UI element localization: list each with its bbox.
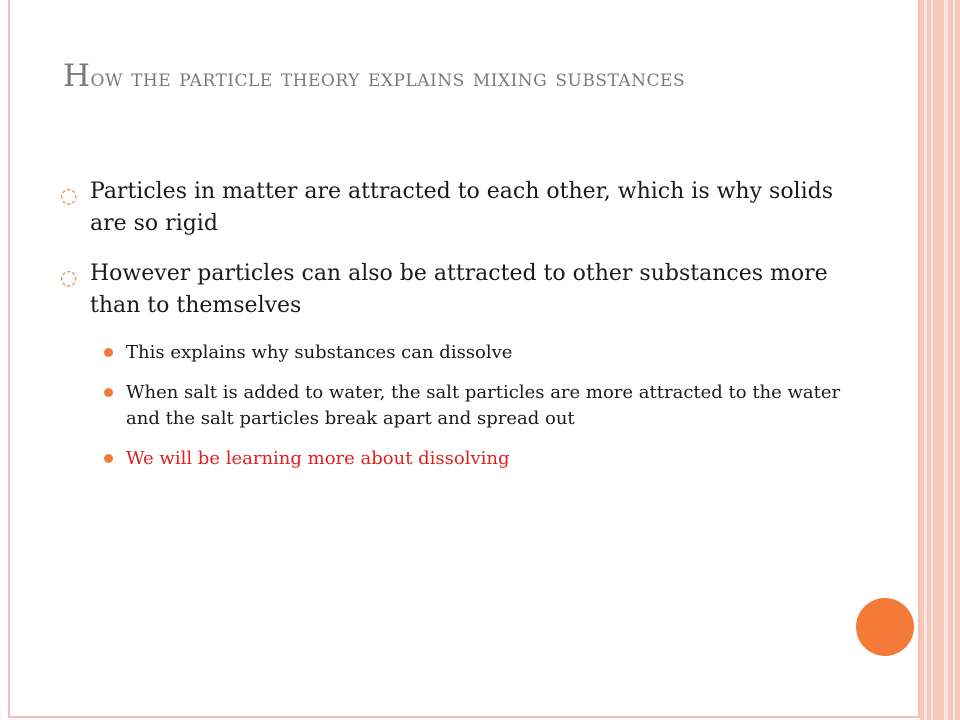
slide-content <box>60 176 860 486</box>
stripe <box>953 0 955 720</box>
sub-bullet-item <box>60 380 860 432</box>
bullet-text: Particles in matter are attracted to each other, which is why solids are so rigid <box>90 179 834 236</box>
sub-bullet-item <box>60 340 860 366</box>
sub-bullet-text: We will be learning more about dissolving <box>126 448 510 469</box>
sub-bullet-text: When salt is added to water, the salt particles are more attracted to the water and the salt particles break apart and spread out <box>126 382 841 429</box>
slide-title <box>63 52 883 102</box>
sub-bullet-dot-icon <box>104 454 113 463</box>
stripe <box>931 0 933 720</box>
bullet-item <box>60 176 860 240</box>
sub-bullet-dot-icon <box>104 388 113 397</box>
decorative-circle <box>856 598 914 656</box>
title-initial: H <box>63 58 91 94</box>
bullet-text: However particles can also be attracted to other substances more than to themselves <box>90 261 828 318</box>
sub-bullet-text: This explains why substances can dissolve <box>126 342 513 363</box>
bullet-item <box>60 258 860 322</box>
stripe <box>924 0 927 720</box>
sub-bullet-dot-icon <box>104 348 113 357</box>
sub-bullet-item-highlight <box>60 446 860 472</box>
bullet-marker-icon: ◌ <box>60 183 78 207</box>
stripe <box>944 0 948 720</box>
bullet-marker-icon: ◌ <box>60 265 78 289</box>
decorative-side-stripes <box>920 0 960 720</box>
title-text: ow the particle theory explains mixing substances <box>90 64 686 92</box>
